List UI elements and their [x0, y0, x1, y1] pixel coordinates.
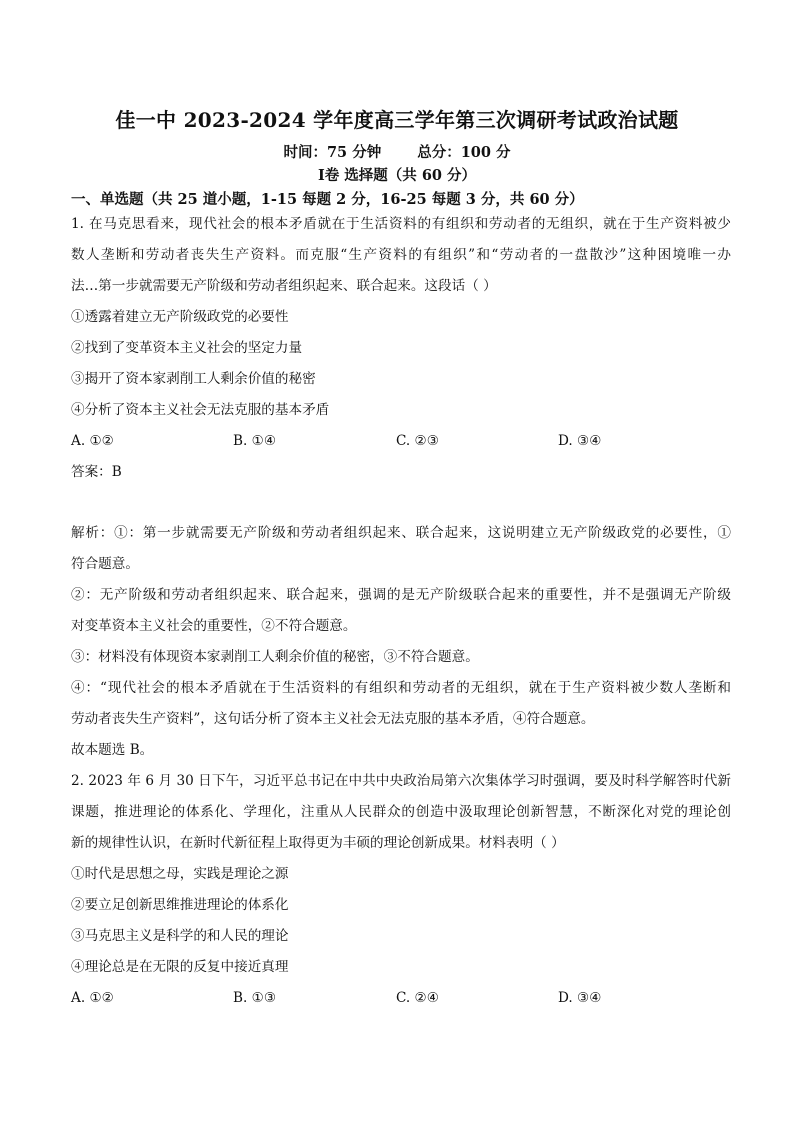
q1-item: ④分析了资本主义社会无法克服的基本矛盾 [71, 402, 330, 418]
q2-option-d: D. ③④ [558, 990, 602, 1006]
q1-analysis-line: 解析：①：第一步就需要无产阶级和劳动者组织起来、联合起来，这说明建立无产阶级政党的必要性，① [71, 525, 731, 541]
q1-option-a: A. ①② [71, 433, 114, 449]
q1-analysis-line: ②：无产阶级和劳动者组织起来、联合起来，强调的是无产阶级联合起来的重要性，并不是强调无产阶级 [71, 587, 731, 603]
q1-analysis-line: 符合题意。 [71, 556, 139, 572]
q1-analysis-line: 故本题选 B。 [71, 742, 154, 758]
q1-analysis-line: 劳动者丧失生产资料”，这句话分析了资本主义社会无法克服的基本矛盾，④符合题意。 [71, 711, 595, 727]
q1-analysis-line: ④：“现代社会的根本矛盾就在于生活资料的有组织和劳动者的无组织，就在于生产资料被少数人垄断和 [71, 680, 731, 696]
q2-item: ②要立足创新思维推进理论的体系化 [71, 897, 289, 913]
q1-stem-line: 1. 在马克思看来，现代社会的根本矛盾就在于生活资料的有组织和劳动者的无组织，就在于生产资料被少 [71, 216, 731, 232]
q2-item: ①时代是思想之母，实践是理论之源 [71, 866, 289, 882]
q1-option-d: D. ③④ [558, 433, 602, 449]
q2-option-c: C. ②④ [396, 990, 439, 1006]
q2-option-b: B. ①③ [233, 990, 277, 1006]
q2-stem-line: 课题，推进理论的体系化、学理化，注重从人民群众的创造中汲取理论创新智慧，不断深化对党的理论创 [71, 804, 731, 820]
q2-stem-line: 新的规律性认识，在新时代新征程上取得更为丰硕的理论创新成果。材料表明（ ） [71, 835, 565, 851]
q1-item: ①透露着建立无产阶级政党的必要性 [71, 309, 289, 325]
q2-item: ③马克思主义是科学的和人民的理论 [71, 928, 289, 944]
exam-total-score: 总分：100 分 [417, 144, 511, 161]
q1-answer: 答案：B [71, 464, 122, 480]
q1-analysis-line: 对变革资本主义社会的重要性，②不符合题意。 [71, 618, 357, 634]
part-heading: 一、单选题（共 25 道小题，1-15 每题 2 分，16-25 每题 3 分，共 60 分） [71, 191, 584, 208]
q1-stem-line: 法…第一步就需要无产阶级和劳动者组织起来、联合起来。这段话（ ） [71, 278, 497, 294]
q1-analysis-line: ③：材料没有体现资本家剥削工人剩余价值的秘密，③不符合题意。 [71, 649, 479, 665]
q1-item: ③揭开了资本家剥削工人剩余价值的秘密 [71, 371, 316, 387]
q1-stem-line: 数人垄断和劳动者丧失生产资料。而克服“生产资料的有组织”和“劳动者的一盘散沙”这种困境唯一办 [71, 247, 731, 263]
q1-option-c: C. ②③ [396, 433, 439, 449]
exam-time: 时间：75 分钟 [283, 144, 382, 161]
q2-item: ④理论总是在无限的反复中接近真理 [71, 959, 289, 975]
q2-option-a: A. ①② [71, 990, 114, 1006]
volume-heading: Ⅰ卷 选择题（共 60 分） [317, 167, 477, 184]
exam-meta [0, 141, 794, 162]
q1-option-b: B. ①④ [233, 433, 277, 449]
q2-stem-line: 2. 2023 年 6 月 30 日下午，习近平总书记在中共中央政治局第六次集体学习时强调，要及时科学解答时代新 [71, 773, 731, 789]
q1-item: ②找到了变革资本主义社会的坚定力量 [71, 340, 303, 356]
exam-title: 佳一中 2023-2024 学年度高三学年第三次调研考试政治试题 [115, 108, 679, 132]
